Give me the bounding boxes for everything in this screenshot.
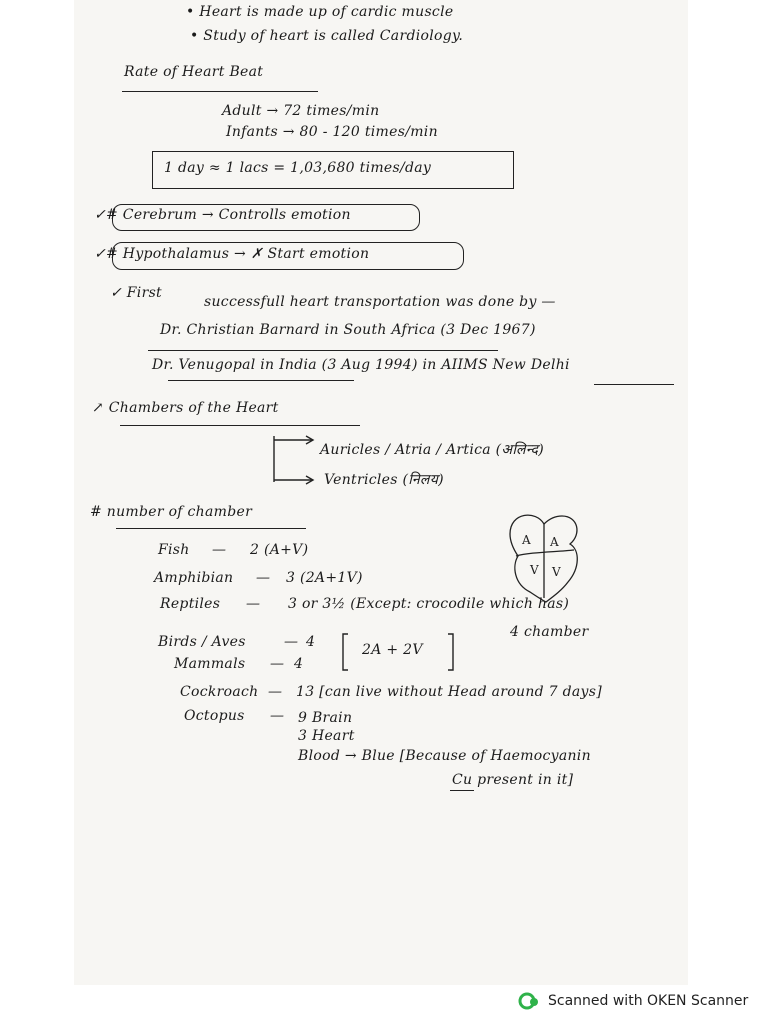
chamber-count: 3 (2A+1V) — [286, 570, 363, 586]
animal-name: Fish — [158, 542, 190, 558]
chamber-count: 13 [can live without Head around 7 days] — [296, 684, 602, 700]
note-line: Dr. Venugopal in India (3 Aug 1994) in AIIMS New Delhi — [152, 357, 570, 373]
branch-arrow — [268, 432, 318, 488]
note-line: ✓# Cerebrum → Controlls emotion — [94, 207, 351, 223]
heart-chamber-sketch — [500, 506, 588, 606]
underline — [120, 425, 360, 426]
note-line: • Study of heart is called Cardiology. — [190, 28, 464, 44]
animal-name: Octopus — [184, 708, 245, 724]
bracket-text: 2A + 2V — [362, 642, 423, 658]
animal-name: Mammals — [174, 656, 246, 672]
underline — [168, 380, 354, 381]
note-line: Adult → 72 times/min — [222, 103, 380, 119]
heading: ↗ Chambers of the Heart — [92, 400, 279, 416]
chamber-count: 3 or 3½ (Except: crocodile which has) — [288, 596, 570, 612]
note-line: Blood → Blue [Because of Haemocyanin — [298, 748, 591, 764]
underline — [594, 384, 674, 385]
underline — [148, 350, 498, 351]
oken-logo-icon — [518, 992, 540, 1010]
note-line: successfull heart transportation was done by — — [204, 294, 556, 310]
note-line: Dr. Christian Barnard in South Africa (3 Dec 1967) — [160, 322, 536, 338]
chamber-count: 9 Brain — [298, 710, 353, 726]
notebook-page — [74, 0, 688, 985]
note-line: Auricles / Atria / Artica (अलिन्द) — [320, 442, 544, 458]
note-line: 4 chamber — [510, 624, 589, 640]
ventricle-label: V — [530, 563, 539, 577]
chamber-count: 2 (A+V) — [250, 542, 309, 558]
note-line: ✓ First — [110, 285, 162, 301]
animal-name: Reptiles — [160, 596, 221, 612]
note-line: Ventricles (निलय) — [324, 472, 444, 488]
atrium-label: A — [522, 533, 531, 547]
animal-name: Birds / Aves — [158, 634, 246, 650]
chamber-count: 3 Heart — [298, 728, 355, 744]
heading: # number of chamber — [90, 504, 253, 520]
animal-name: Amphibian — [154, 570, 234, 586]
chamber-count: 4 — [306, 634, 316, 650]
ventricle-label: V — [552, 565, 561, 579]
note-line: 1 day ≈ 1 lacs = 1,03,680 times/day — [164, 160, 432, 176]
heading: Rate of Heart Beat — [124, 64, 264, 80]
note-line: • Heart is made up of cardic muscle — [186, 4, 454, 20]
chamber-count: 4 — [294, 656, 304, 672]
note-line: Infants → 80 - 120 times/min — [226, 124, 438, 140]
note-line: ✓# Hypothalamus → ✗ Start emotion — [94, 246, 370, 262]
animal-name: Cockroach — [180, 684, 259, 700]
underline — [450, 790, 474, 791]
underline — [116, 528, 306, 529]
watermark-text: Scanned with OKEN Scanner — [548, 993, 749, 1009]
underline — [122, 91, 318, 92]
note-line: Cu present in it] — [452, 772, 574, 788]
atrium-label: A — [550, 535, 559, 549]
scanner-watermark — [518, 991, 748, 1011]
